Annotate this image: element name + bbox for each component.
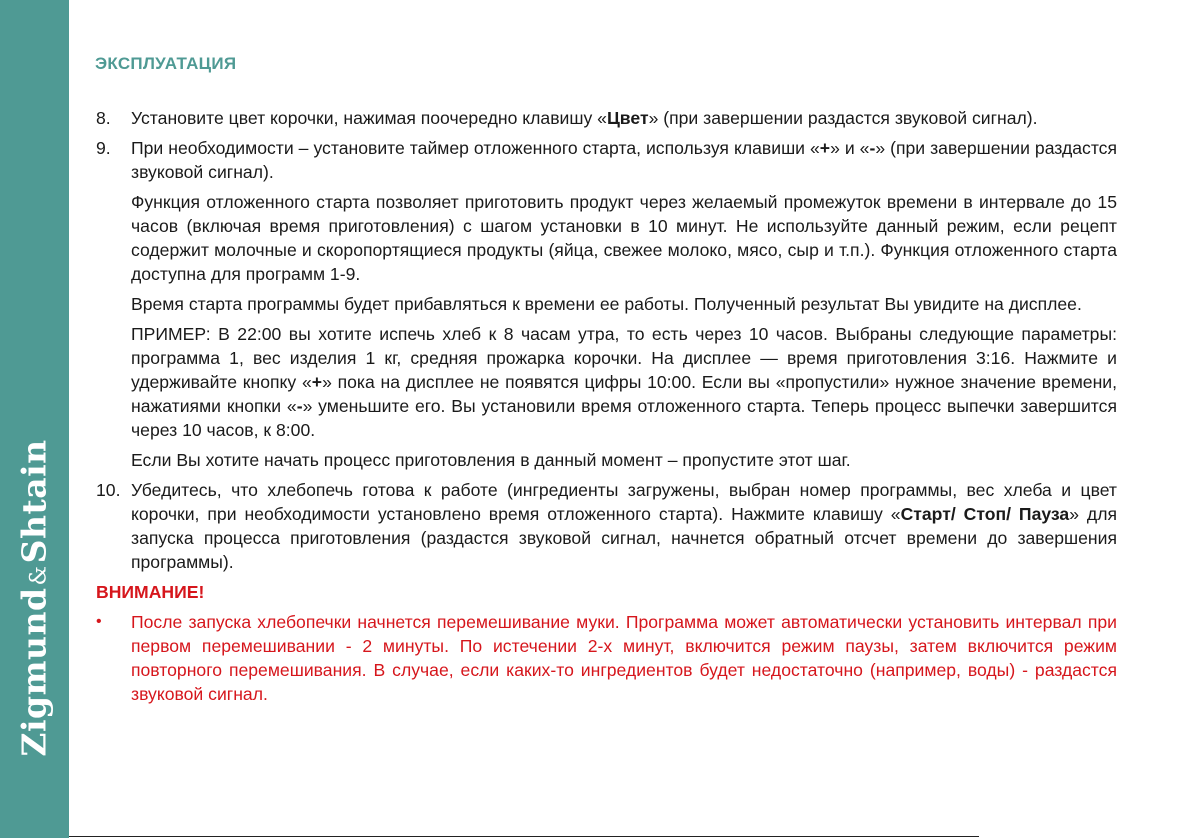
warning-title: ВНИМАНИЕ! bbox=[96, 582, 205, 602]
item8-text-before: Установите цвет корочки, нажимая поочередно клавишу « bbox=[131, 108, 607, 128]
skip-step-paragraph: Если Вы хотите начать процесс приготовления в данный момент – пропустите этот шаг. bbox=[131, 450, 851, 470]
item-number: 8. bbox=[96, 108, 111, 128]
start-stop-pause-key-label: Старт/ Стоп/ Пауза bbox=[900, 504, 1070, 524]
plus-key-label: + bbox=[819, 138, 831, 158]
section-title: ЭКСПЛУАТАЦИЯ bbox=[95, 54, 237, 73]
instructions-content bbox=[96, 106, 1117, 706]
item10-text-1: Убедитесь, что хлебопечь готова к работе (ингредиенты загружены, выбран номер программы, вес хлеба и цвет корочки, при необходимости установлено время отложенного старта). Нажмите клавишу « bbox=[131, 480, 1117, 524]
warning-text: После запуска хлебопечки начнется перемешивание муки. Программа может автоматически установить интервал при первом перемешивании - 2 минуты. По истечении 2-х минут, включится режим паузы, затем включится режим повторного перемешивания. В случае, если каких-то ингредиентов будет недостаточно (например, воды) - раздастся звуковой сигнал. bbox=[131, 612, 1117, 704]
item-text bbox=[131, 136, 1117, 184]
minus-key-label: - bbox=[869, 138, 876, 158]
item9-text-2: » и « bbox=[830, 138, 870, 158]
brand-name-part2: Shtain bbox=[14, 439, 54, 564]
item8-text-after: » (при завершении раздастся звуковой сигнал). bbox=[648, 108, 1038, 128]
brand-logo bbox=[15, 439, 54, 756]
item9-text-3: » (при завершении раздастся звуковой сигнал). bbox=[131, 138, 1118, 182]
brand-name-part1: Zigmund bbox=[14, 587, 54, 757]
example-text-1: ПРИМЕР: В 22:00 вы хотите испечь хлеб к 8 часам утра, то есть через 10 часов. Выбраны следующие параметры: программа 1, вес изделия 1 кг, средняя прожарка корочки. На дисплее — время приготовления 3:16. Нажмите и удерживайте кнопку « bbox=[131, 324, 1117, 392]
example-text-3: » уменьшите его. Вы установили время отложенного старта. Теперь процесс выпечки завершится через 10 часов, к 8:00. bbox=[131, 396, 1117, 440]
brand-ampersand: & bbox=[26, 565, 52, 586]
example-text-2: » пока на дисплее не появятся цифры 10:00. Если вы «пропустили» нужное значение времени, нажатиями кнопки « bbox=[131, 372, 1118, 416]
item10-text-2: » для запуска процесса приготовления (раздастся звуковой сигнал, начнется обратный отсчет времени до завершения программы). bbox=[131, 504, 1117, 572]
brand-sidebar bbox=[0, 0, 69, 838]
item9-text-1: При необходимости – установите таймер отложенного старта, используя клавиши « bbox=[131, 138, 820, 158]
item-text bbox=[131, 478, 1117, 574]
color-key-label: Цвет bbox=[606, 108, 649, 128]
warning-bullet-item bbox=[96, 610, 1117, 706]
item-number: 9. bbox=[96, 138, 111, 158]
list-item-10 bbox=[96, 478, 1117, 574]
start-time-paragraph: Время старта программы будет прибавляться к времени ее работы. Полученный результат Вы увидите на дисплее. bbox=[131, 294, 1082, 314]
example-plus-key: + bbox=[311, 372, 323, 392]
list-item-9 bbox=[96, 136, 1117, 184]
delay-function-paragraph: Функция отложенного старта позволяет приготовить продукт через желаемый промежуток времени в интервале до 15 часов (включая время приготовления) с шагом установки в 10 минут. Не используйте данный режим, если рецепт содержит молочные и скоропортящиеся продукты (яйца, свежее молоко, мясо, сыр и т.п.). Функция отложенного старта доступна для программ 1-9. bbox=[131, 192, 1117, 284]
item-text bbox=[131, 106, 1117, 130]
bullet-icon: • bbox=[96, 613, 102, 630]
footer-divider bbox=[69, 836, 979, 837]
list-item-8 bbox=[96, 106, 1117, 130]
example-minus-key: - bbox=[296, 396, 303, 416]
item-number: 10. bbox=[96, 480, 121, 500]
example-paragraph bbox=[131, 322, 1117, 442]
